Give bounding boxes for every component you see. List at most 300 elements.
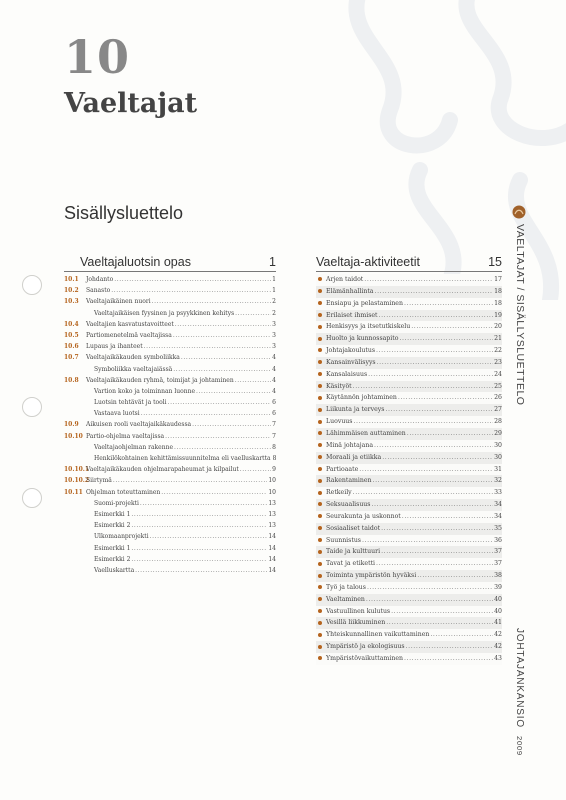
dot-leader [382, 452, 493, 464]
toc-entry-number: 10.10.2 [64, 477, 90, 485]
toc-entry-page: 13 [268, 510, 276, 518]
toc-entry-label: Kansalaisuus [326, 370, 368, 378]
toc-entry-label: Yhteiskunnallinen vaikuttaminen [326, 631, 430, 639]
dot-leader [375, 286, 494, 298]
toc-entry-page: 42 [494, 631, 502, 639]
dot-leader [114, 274, 271, 285]
toc-entry-page: 35 [494, 524, 502, 532]
toc-entry-label: Siirtymä [86, 477, 112, 485]
bullet-icon [318, 313, 322, 317]
toc-entry-page: 41 [494, 619, 502, 627]
toc-entry-page: 32 [494, 477, 502, 485]
dot-leader [192, 419, 271, 430]
bullet-icon [318, 514, 322, 518]
bullet-icon [318, 337, 322, 341]
bullet-icon [318, 574, 322, 578]
bullet-icon [318, 455, 322, 459]
toc-entry-label: Arjen taidot [326, 276, 364, 283]
toc-entry [64, 375, 276, 386]
bullet-icon [318, 633, 322, 637]
toc-entry [64, 565, 276, 576]
toc-entry [64, 475, 276, 486]
toc-entry-label: Taide ja kulttuuri [326, 548, 381, 556]
dot-leader [371, 499, 493, 511]
toc-left-column [64, 252, 276, 576]
toc-entry-label: Sanasto [86, 287, 111, 295]
toc-entry-label: Vaeltajaikäkauden ryhmä, toimijat ja johtaminen [86, 376, 234, 384]
toc-title: Sisällysluettelo [64, 203, 184, 223]
dot-leader [430, 629, 493, 641]
toc-entry-label: Tavat ja etiketti [326, 560, 376, 568]
bullet-icon [318, 585, 322, 589]
bullet-icon [318, 609, 322, 613]
dot-leader [131, 520, 267, 531]
dot-leader [404, 298, 493, 310]
bullet-icon [318, 597, 322, 601]
dot-leader [152, 296, 272, 307]
toc-entry [316, 369, 502, 381]
dot-leader [235, 308, 271, 319]
toc-entry [64, 554, 276, 565]
dot-leader [406, 641, 494, 653]
dot-leader [385, 404, 493, 416]
toc-entry-page: 13 [268, 522, 276, 530]
section-heading [316, 252, 502, 272]
toc-entry [64, 364, 276, 375]
toc-entry [316, 357, 502, 369]
toc-entry-label: Ympäristövaikuttaminen [326, 655, 403, 662]
dot-leader [411, 321, 493, 333]
toc-entry [316, 546, 502, 558]
toc-entry-label: Liikunta ja terveys [326, 406, 385, 414]
toc-entry-number: 10.6 [64, 343, 79, 351]
chapter-number: 10 [64, 30, 131, 84]
dot-leader [386, 617, 493, 629]
toc-entry-page: 34 [494, 501, 502, 509]
toc-entry-label: Suunnistus [326, 536, 361, 544]
scout-emblem-icon [512, 205, 526, 219]
toc-entry-number: 10.4 [64, 320, 79, 328]
dot-leader [173, 330, 271, 341]
toc-entry-label: Esimerkki 1 [94, 544, 131, 552]
toc-entry-page: 2 [272, 298, 276, 306]
section-side-label: VAELTAJAT / SISÄLLYSLUETTELO [514, 224, 526, 406]
toc-entry [64, 543, 276, 554]
dot-leader [168, 397, 272, 408]
dot-leader [140, 498, 267, 509]
toc-entry [64, 453, 276, 464]
toc-entry-page: 23 [494, 358, 502, 366]
dot-leader [366, 594, 493, 606]
toc-entry [316, 286, 502, 298]
toc-entry-label: Luotsin tehtävät ja tooli [94, 399, 167, 407]
toc-entry-label: Erilaiset ihmiset [326, 311, 378, 319]
toc-entry-page: 40 [494, 595, 502, 603]
toc-entry-page: 33 [494, 489, 502, 497]
dot-leader [353, 416, 493, 428]
toc-entry [316, 428, 502, 440]
dot-leader [417, 570, 493, 582]
dot-leader [376, 345, 493, 357]
toc-entry-page: 3 [272, 331, 276, 339]
dot-leader [144, 341, 272, 352]
toc-entry-page: 1 [272, 276, 276, 283]
toc-entry [64, 442, 276, 453]
dot-leader [165, 431, 271, 442]
toc-entry [316, 511, 502, 523]
toc-entry-page: 40 [494, 607, 502, 615]
toc-entry-page: 14 [268, 533, 276, 541]
section-heading-label: Vaeltaja-aktiviteetit [316, 255, 420, 269]
bullet-icon [318, 502, 322, 506]
dot-leader [131, 509, 267, 520]
bullet-icon [318, 431, 322, 435]
section-heading [64, 252, 276, 272]
dot-leader [374, 440, 493, 452]
toc-entry-label: Partio-ohjelma vaeltajissa [86, 432, 165, 440]
toc-entry-page: 36 [494, 536, 502, 544]
toc-entry-page: 25 [494, 382, 502, 390]
toc-entry [316, 321, 502, 333]
dot-leader [373, 475, 494, 487]
toc-entry [64, 408, 276, 419]
toc-left-list [64, 274, 276, 576]
toc-entry-label: Elämänhallinta [326, 287, 374, 295]
dot-leader [379, 310, 494, 322]
bullet-icon [318, 443, 322, 447]
toc-entry-label: Vaeltajaikäisen fyysinen ja psyykkinen kehitys [94, 309, 235, 317]
toc-entry-label: Sosiaaliset taidot [326, 524, 381, 532]
binder-side-label [514, 628, 525, 755]
dot-leader [353, 487, 493, 499]
bullet-icon [318, 526, 322, 530]
toc-entry-page: 6 [272, 399, 276, 407]
toc-entry-label: Suomi-projekti [94, 499, 139, 507]
bullet-icon [318, 360, 322, 364]
toc-entry [64, 498, 276, 509]
toc-entry-page: 10 [268, 477, 276, 485]
toc-entry-label: Vesillä liikkuminen [326, 619, 386, 627]
toc-entry-label: Vaeltajaikäkauden symboliikka [86, 354, 180, 362]
bullet-icon [318, 277, 322, 281]
toc-entry [316, 487, 502, 499]
toc-right-column [316, 252, 502, 665]
dot-leader [111, 285, 271, 296]
toc-entry-label: Esimerkki 2 [94, 522, 131, 530]
toc-entry-label: Johtajakoulutus [326, 347, 376, 355]
toc-entry-label: Esimerkki 2 [94, 555, 131, 563]
bullet-icon [318, 621, 322, 625]
toc-entry-page: 34 [494, 512, 502, 520]
toc-entry [64, 464, 276, 475]
toc-entry-page: 14 [268, 555, 276, 563]
toc-entry-page: 30 [494, 453, 502, 461]
toc-entry-page: 19 [494, 311, 502, 319]
dot-leader [135, 565, 267, 576]
dot-leader [398, 392, 493, 404]
toc-entry-label: Seksuaalisuus [326, 501, 371, 509]
toc-entry [316, 535, 502, 547]
dot-leader [367, 582, 493, 594]
dot-leader [113, 475, 267, 486]
toc-entry-page: 3 [272, 343, 276, 351]
binder-hole-top [22, 275, 42, 295]
toc-entry [316, 464, 502, 476]
toc-entry-label: Vaelluskartta [94, 566, 135, 574]
toc-entry-page: 4 [272, 365, 276, 373]
toc-entry-page: 37 [494, 548, 502, 556]
toc-entry [316, 617, 502, 629]
bullet-icon [318, 562, 322, 566]
toc-entry [64, 296, 276, 307]
section-heading-page: 1 [269, 255, 276, 269]
toc-entry-page: 9 [272, 466, 276, 474]
toc-entry [64, 419, 276, 430]
bullet-icon [318, 301, 322, 305]
bullet-icon [318, 479, 322, 483]
toc-entry [64, 352, 276, 363]
toc-entry-label: Huolto ja kunnossapito [326, 335, 399, 343]
toc-entry [316, 333, 502, 345]
toc-entry-label: Luovuus [326, 418, 353, 426]
toc-entry-label: Moraali ja etiikka [326, 453, 382, 461]
dot-leader [359, 464, 493, 476]
toc-entry-label: Ensiapu ja pelastaminen [326, 299, 403, 307]
bullet-icon [318, 467, 322, 471]
toc-entry-label: Käytännön johtaminen [326, 394, 397, 402]
toc-entry [316, 523, 502, 535]
toc-entry-page: 6 [272, 410, 276, 418]
dot-leader [173, 364, 271, 375]
bullet-icon [318, 289, 322, 293]
bullet-icon [318, 645, 322, 649]
dot-leader [196, 386, 271, 397]
toc-entry-number: 10.9 [64, 421, 79, 429]
toc-entry [64, 397, 276, 408]
dot-leader [131, 554, 267, 565]
toc-entry-label: Toiminta ympäristön hyväksi [326, 572, 417, 580]
toc-entry-label: Partioaate [326, 465, 359, 473]
toc-entry [316, 381, 502, 393]
toc-entry [64, 386, 276, 397]
toc-entry-page: 42 [494, 643, 502, 651]
dot-leader [175, 319, 271, 330]
toc-entry [316, 594, 502, 606]
toc-entry-label: Vaeltajien kasvatustavoitteet [86, 320, 174, 328]
toc-entry-label: Vaeltajaikäinen nuori [86, 298, 151, 306]
toc-entry-label: Henkilökohtainen kehittämissuunnitelma eli vaelluskartta [94, 455, 271, 462]
toc-entry-label: Partiomenetelmä vaeltajissa [86, 331, 172, 339]
toc-entry [64, 274, 276, 285]
dot-leader [381, 523, 493, 535]
toc-entry [64, 319, 276, 330]
bullet-icon [318, 538, 322, 542]
toc-entry [316, 392, 502, 404]
dot-leader [353, 381, 493, 393]
toc-entry-label: Ulkomaanprojekti [94, 533, 149, 541]
toc-entry-page: 27 [494, 406, 502, 414]
toc-entry-page: 31 [494, 465, 502, 473]
toc-entry-page: 22 [494, 347, 502, 355]
dot-leader [141, 408, 271, 419]
toc-entry-page: 13 [268, 499, 276, 507]
toc-entry-page: 29 [494, 429, 502, 437]
toc-entry-page: 4 [272, 387, 276, 395]
toc-entry [316, 310, 502, 322]
toc-entry-number: 10.10.1 [64, 466, 90, 474]
toc-entry-page: 7 [272, 421, 276, 429]
dot-leader [402, 511, 493, 523]
toc-entry [64, 487, 276, 498]
toc-entry-label: Lupaus ja ihanteet [86, 343, 143, 351]
toc-entry [316, 404, 502, 416]
toc-entry-number: 10.2 [64, 287, 79, 295]
toc-entry-label: Kansainvälisyys [326, 358, 376, 366]
toc-entry-page: 14 [268, 566, 276, 574]
chapter-title: Vaeltajat [64, 88, 198, 119]
binder-year: 2009 [515, 735, 524, 756]
dot-leader [131, 543, 267, 554]
dot-leader [150, 531, 268, 542]
toc-entry-label: Vastuullinen kulutus [326, 607, 391, 615]
toc-entry-label: Seurakunta ja uskonnot [326, 512, 401, 520]
toc-entry-page: 18 [494, 299, 502, 307]
section-heading-page: 15 [488, 255, 502, 269]
toc-entry-number: 10.5 [64, 331, 79, 339]
toc-entry-page: 14 [268, 544, 276, 552]
dot-leader [407, 428, 493, 440]
toc-entry-page: 1 [272, 287, 276, 295]
toc-entry-page: 18 [494, 287, 502, 295]
toc-entry-page: 38 [494, 572, 502, 580]
dot-leader [240, 464, 271, 475]
bullet-icon [318, 384, 322, 388]
dot-leader [404, 653, 493, 665]
bullet-icon [318, 550, 322, 554]
toc-entry-page: 21 [494, 335, 502, 343]
toc-entry [316, 274, 502, 286]
toc-entry-page: 20 [494, 323, 502, 331]
toc-entry [316, 440, 502, 452]
toc-entry-page: 39 [494, 583, 502, 591]
dot-leader [174, 442, 271, 453]
toc-entry [64, 285, 276, 296]
toc-entry-number: 10.10 [64, 432, 83, 440]
toc-entry [64, 520, 276, 531]
toc-entry-number: 10.7 [64, 354, 79, 362]
toc-entry-label: Vaeltajaohjelman rakenne [94, 443, 174, 451]
toc-entry [316, 298, 502, 310]
toc-entry-page: 43 [494, 655, 502, 662]
toc-entry [64, 341, 276, 352]
toc-entry-number: 10.3 [64, 298, 79, 306]
toc-entry-label: Ohjelman toteuttaminen [86, 488, 161, 496]
toc-entry-page: 7 [272, 432, 276, 440]
toc-entry-number: 10.8 [64, 376, 79, 384]
toc-entry-page: 24 [494, 370, 502, 378]
toc-right-list [316, 274, 502, 665]
dot-leader [161, 487, 267, 498]
bullet-icon [318, 656, 322, 660]
toc-entry-label: Symboliikka vaeltajaiässä [94, 365, 173, 373]
toc-entry-page: 2 [272, 309, 276, 317]
toc-entry [316, 606, 502, 618]
toc-entry-page: 8 [272, 455, 277, 462]
dot-leader [235, 375, 271, 386]
dot-leader [399, 333, 493, 345]
toc-entry-number: 10.1 [64, 276, 79, 283]
toc-entry-label: Retkeily [326, 489, 352, 497]
section-heading-label: Vaeltajaluotsin opas [80, 255, 191, 269]
toc-entry-page: 10 [268, 488, 276, 496]
toc-entry [316, 416, 502, 428]
toc-entry-label: Minä johtajana [326, 441, 374, 449]
dot-leader [381, 546, 493, 558]
toc-entry-label: Vaeltaminen [326, 595, 365, 603]
toc-entry [316, 629, 502, 641]
toc-entry [64, 308, 276, 319]
bullet-icon [318, 491, 322, 495]
toc-entry [64, 431, 276, 442]
toc-entry-label: Ympäristö ja ekologisuus [326, 643, 405, 651]
toc-entry-label: Työ ja talous [326, 583, 366, 591]
toc-entry-label: Henkisyys ja itsetutkiskelu [326, 323, 411, 331]
toc-entry-page: 28 [494, 418, 502, 426]
dot-leader [364, 274, 493, 286]
bullet-icon [318, 408, 322, 412]
toc-entry [316, 582, 502, 594]
binder-name: JOHTAJANKANSIO [514, 628, 525, 728]
toc-entry-page: 4 [272, 376, 276, 384]
bullet-icon [318, 372, 322, 376]
bullet-icon [318, 396, 322, 400]
toc-entry [316, 345, 502, 357]
toc-entry [316, 475, 502, 487]
toc-entry-number: 10.11 [64, 488, 83, 496]
toc-entry [64, 509, 276, 520]
dot-leader [181, 352, 271, 363]
toc-entry-page: 4 [272, 354, 276, 362]
toc-entry [316, 499, 502, 511]
toc-entry [64, 330, 276, 341]
dot-leader [368, 369, 493, 381]
dot-leader [376, 558, 493, 570]
toc-entry [316, 570, 502, 582]
toc-entry-label: Johdanto [86, 276, 114, 283]
dot-leader [377, 357, 494, 369]
toc-entry-page: 3 [272, 320, 276, 328]
toc-entry-page: 8 [272, 443, 276, 451]
toc-entry [316, 653, 502, 665]
toc-entry-label: Esimerkki 1 [94, 510, 131, 518]
toc-entry [64, 531, 276, 542]
toc-entry-page: 30 [494, 441, 502, 449]
toc-entry-label: Aikuisen rooli vaeltajaikäkaudessa [86, 421, 192, 429]
toc-entry-label: Käsityöt [326, 382, 352, 390]
binder-hole-bottom [22, 488, 42, 508]
toc-entry-label: Vartion koko ja toiminnan luonne [94, 387, 195, 395]
toc-entry [316, 558, 502, 570]
bullet-icon [318, 325, 322, 329]
toc-entry-label: Vaeltajaikäkauden ohjelmarapaheumat ja kilpailut [86, 466, 239, 474]
dot-leader [391, 606, 493, 618]
toc-entry [316, 641, 502, 653]
toc-entry-page: 17 [494, 276, 502, 283]
toc-entry-page: 26 [494, 394, 502, 402]
bullet-icon [318, 420, 322, 424]
dot-leader [362, 535, 493, 547]
toc-entry [316, 452, 502, 464]
